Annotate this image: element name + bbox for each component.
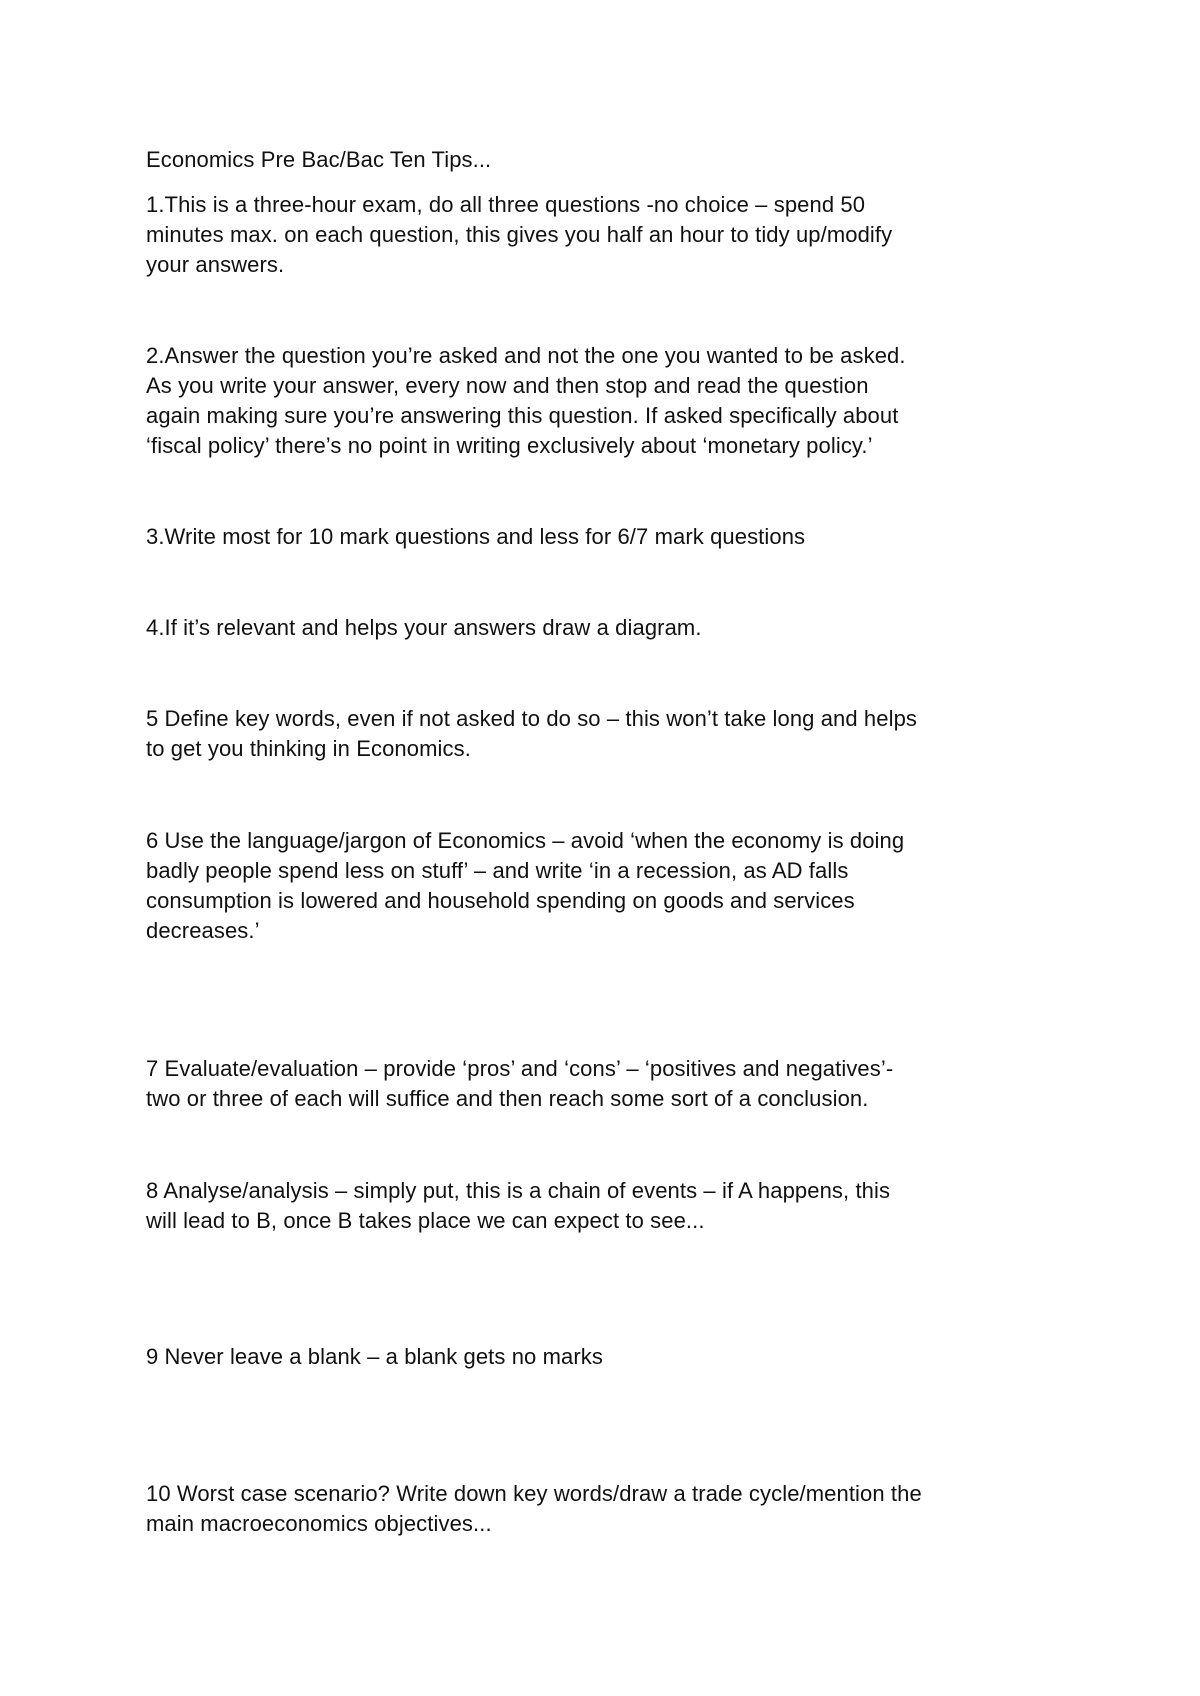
document-title: Economics Pre Bac/Bac Ten Tips... (146, 147, 492, 172)
tip-6-line-4: decreases.’ (146, 918, 260, 943)
tip-2-line-4: ‘fiscal policy’ there’s no point in writing exclusively about ‘monetary policy.’ (146, 433, 873, 458)
tip-1-line-1: 1.This is a three-hour exam, do all three questions -no choice – spend 50 (146, 192, 866, 217)
tip-1-line-2: minutes max. on each question, this gives you half an hour to tidy up/modify (146, 222, 893, 247)
tip-3-line-1: 3.Write most for 10 mark questions and less for 6/7 mark questions (146, 524, 806, 549)
tip-7-line-1: 7 Evaluate/evaluation – provide ‘pros’ and ‘cons’ – ‘positives and negatives’- (146, 1056, 894, 1081)
tip-2-line-2: As you write your answer, every now and then stop and read the question (146, 373, 869, 398)
tip-2-line-1: 2.Answer the question you’re asked and not the one you wanted to be asked. (146, 343, 906, 368)
tip-8-line-1: 8 Analyse/analysis – simply put, this is a chain of events – if A happens, this (146, 1178, 891, 1203)
tip-6-line-3: consumption is lowered and household spending on goods and services (146, 888, 855, 913)
tip-6-line-1: 6 Use the language/jargon of Economics – avoid ‘when the economy is doing (146, 828, 905, 853)
tip-10-line-1: 10 Worst case scenario? Write down key words/draw a trade cycle/mention the (146, 1481, 922, 1506)
tip-10-line-2: main macroeconomics objectives... (146, 1511, 492, 1536)
tip-2-line-3: again making sure you’re answering this question. If asked specifically about (146, 403, 899, 428)
tip-8-line-2: will lead to B, once B takes place we can expect to see... (146, 1208, 705, 1233)
tip-7-line-2: two or three of each will suffice and then reach some sort of a conclusion. (146, 1086, 869, 1111)
tip-6-line-2: badly people spend less on stuff’ – and write ‘in a recession, as AD falls (146, 858, 849, 883)
tip-9-line-1: 9 Never leave a blank – a blank gets no marks (146, 1344, 603, 1369)
tip-1-line-3: your answers. (146, 252, 285, 277)
tip-4-line-1: 4.If it’s relevant and helps your answers draw a diagram. (146, 615, 702, 640)
tip-5-line-2: to get you thinking in Economics. (146, 736, 471, 761)
tip-5-line-1: 5 Define key words, even if not asked to do so – this won’t take long and helps (146, 706, 918, 731)
